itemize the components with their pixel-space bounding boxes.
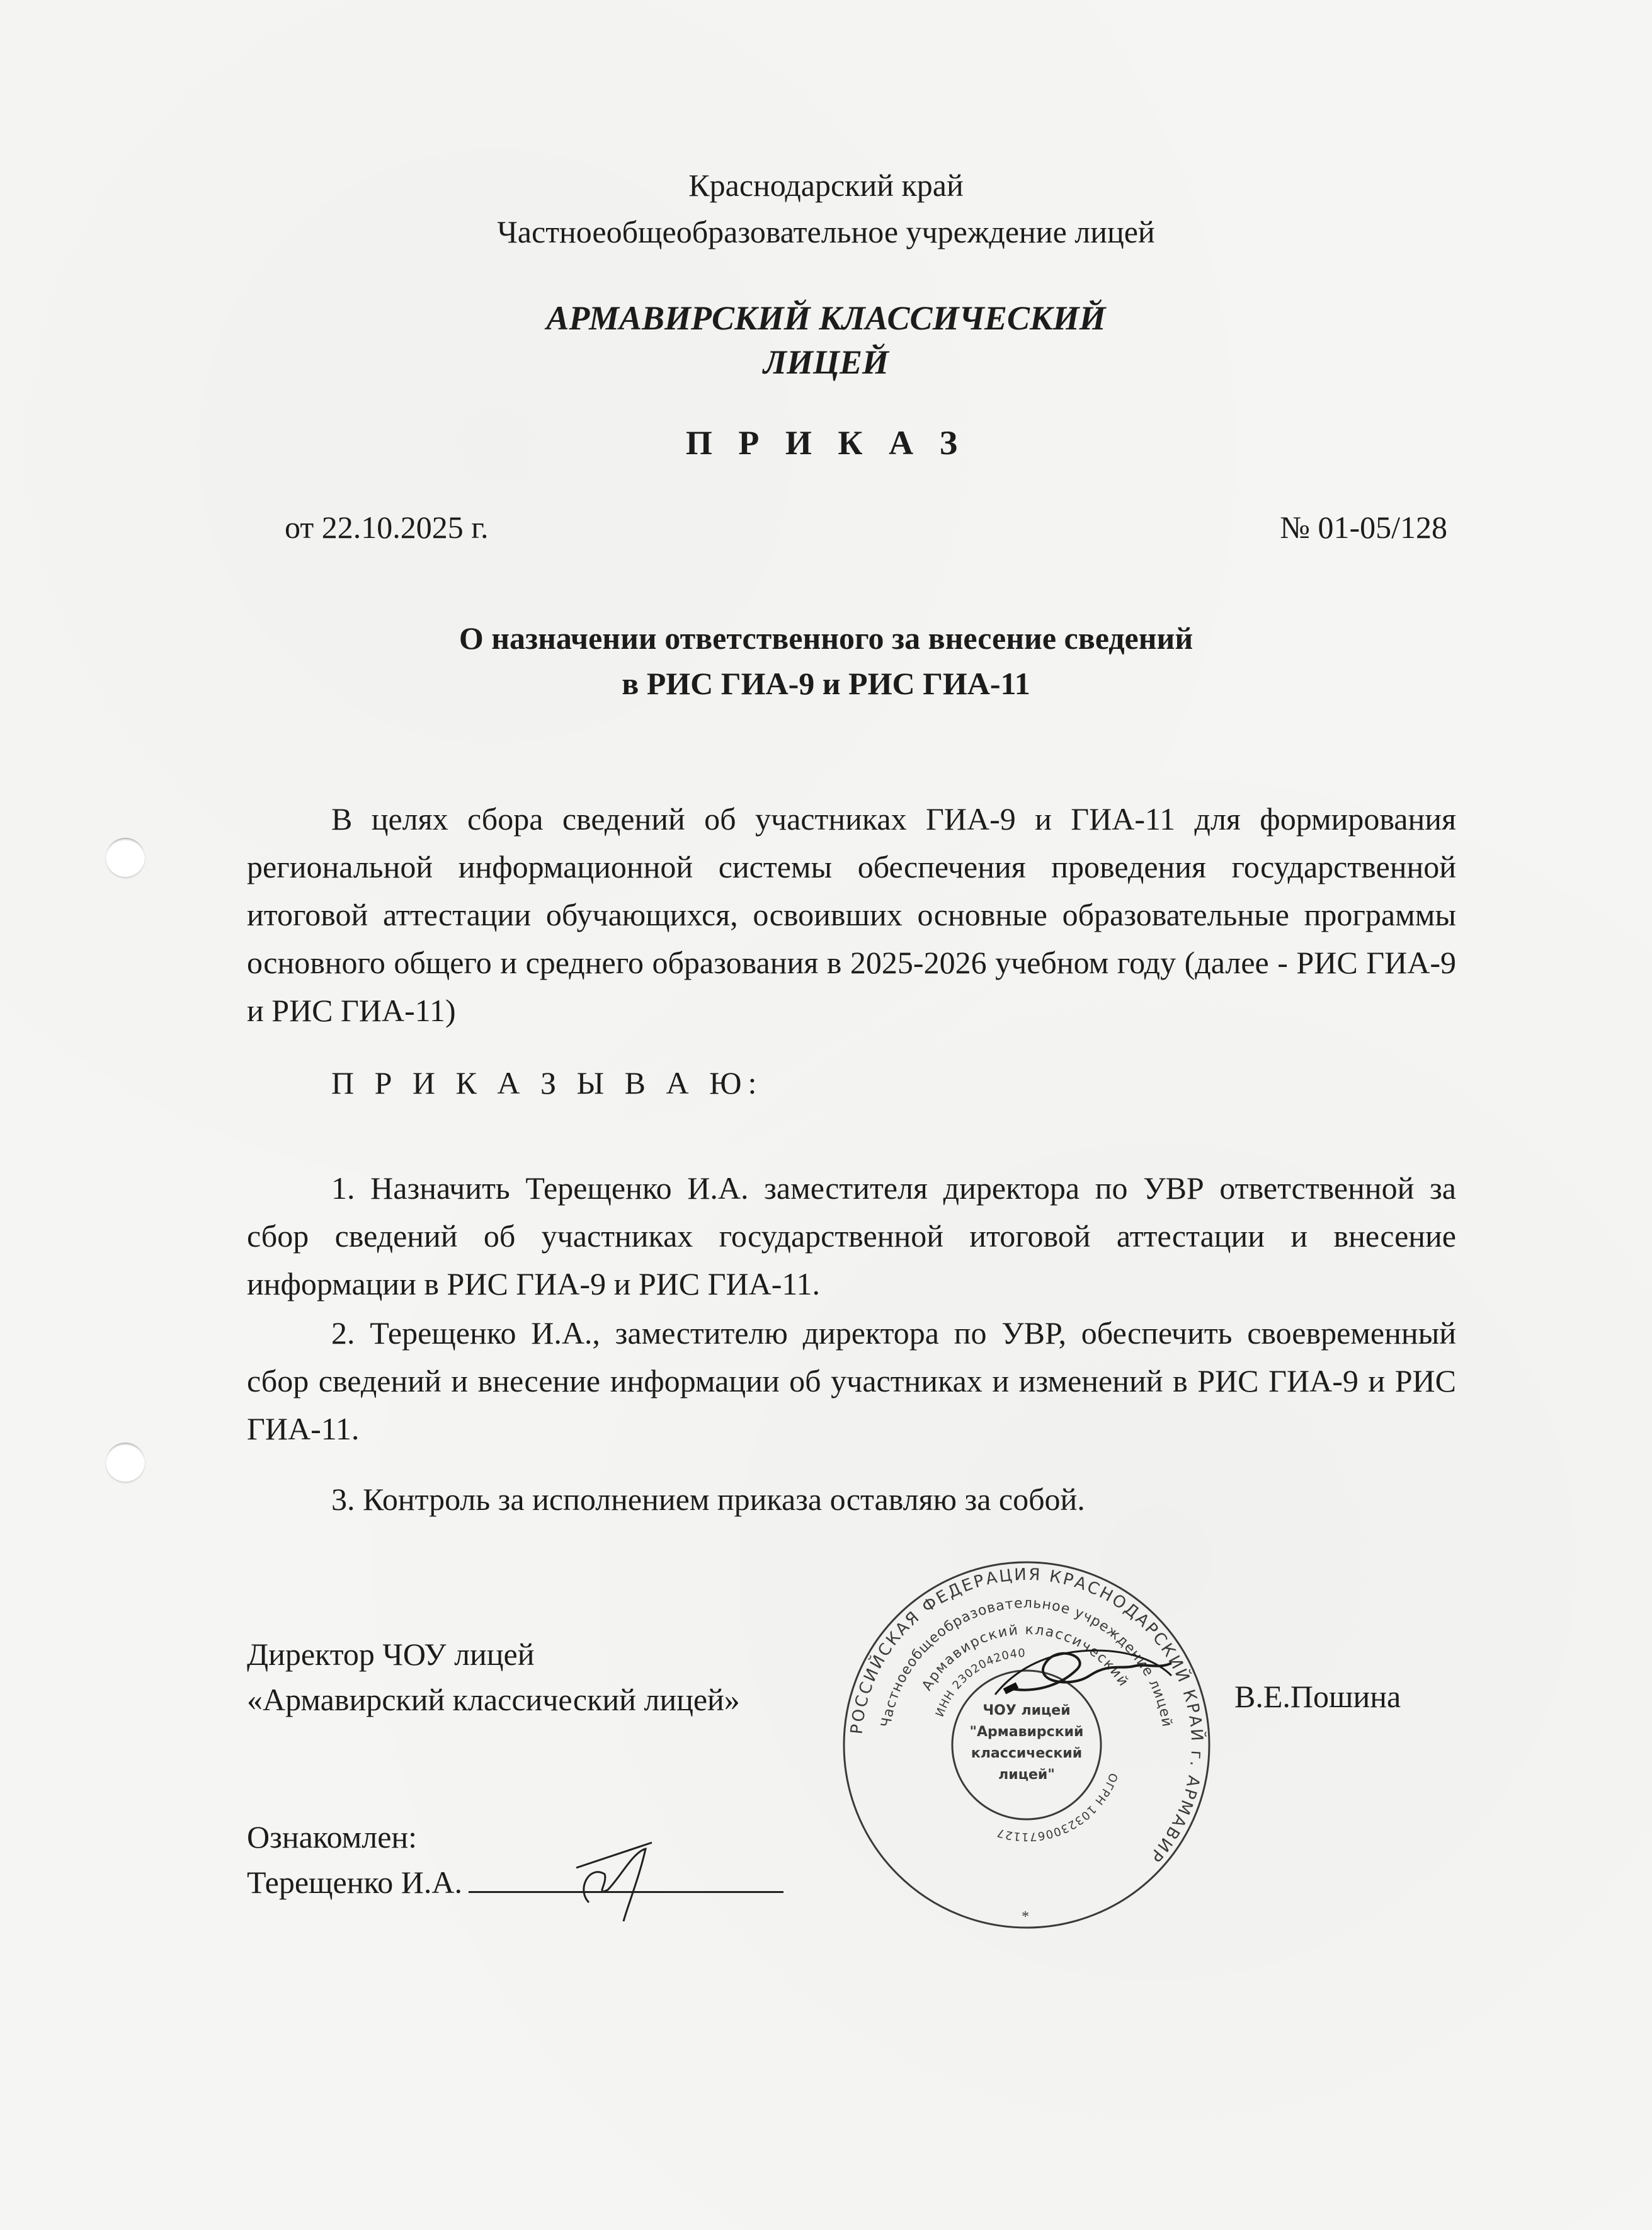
- punch-hole-bottom: [106, 1443, 145, 1482]
- director-position-line2: «Армавирский классический лицей»: [247, 1682, 740, 1717]
- document-type: П Р И К А З: [685, 424, 967, 462]
- stamp-star-icon: *: [1022, 1909, 1029, 1925]
- order-item-3: 3. Контроль за исполнением приказа оставляю за собой.: [331, 1482, 1085, 1517]
- director-position-line1: Директор ЧОУ лицей: [247, 1637, 535, 1672]
- order-title-line1: О назначении ответственного за внесение сведений: [459, 620, 1193, 656]
- orders-heading: П Р И К А З Ы В А Ю:: [331, 1065, 763, 1101]
- punch-hole-top: [106, 838, 145, 877]
- acknowledgement-row: [247, 1860, 783, 1905]
- stamp-inn-text: ИНН 2302042040: [933, 1646, 1027, 1719]
- school-name-line1: АРМАВИРСКИЙ КЛАССИЧЕСКИЙ: [546, 299, 1106, 337]
- stamp-outer-text: РОССИЙСКАЯ ФЕДЕРАЦИЯ КРАСНОДАРСКИЙ КРАЙ г. АРМАВИР: [847, 1565, 1207, 1867]
- acknowledgement-signature-icon: [570, 1839, 664, 1928]
- stamp-inner-text: Армавирский классический: [919, 1621, 1132, 1694]
- director-name: В.Е.Пошина: [1234, 1679, 1401, 1714]
- order-item-2: 2. Терещенко И.А., заместителю директора по УВР, обеспечить своевременный сбор сведений и внесение информации об участниках и изменений в РИС ГИА-9 и РИС ГИА-11.: [247, 1315, 1456, 1446]
- order-number: № 01-05/128: [1280, 510, 1447, 545]
- official-stamp: [838, 1556, 1216, 1934]
- order-date: от 22.10.2025 г.: [285, 510, 489, 545]
- school-name-line2: ЛИЦЕЙ: [763, 343, 889, 381]
- stamp-center-line3: классический: [971, 1746, 1083, 1761]
- stamp-center-line1: ЧОУ лицей: [983, 1703, 1071, 1718]
- stamp-center-line2: "Армавирский: [969, 1724, 1084, 1740]
- preamble-paragraph: В целях сбора сведений об участниках ГИА-9 и ГИА-11 для формирования региональной информационной системы обеспечения проведения государственной итоговой аттестации обучающихся, освоивших основные образовательные программы основного общего и среднего образования в 2025-2026 учебном году (далее - РИС ГИА-9 и РИС ГИА-11): [247, 801, 1456, 1028]
- acknowledged-person-name: Терещенко И.А.: [247, 1865, 462, 1900]
- stamp-center-line4: лицей": [998, 1767, 1055, 1783]
- stamp-ogrn-text: ОГРН 1032300671127: [994, 1771, 1120, 1844]
- institution-type: Частноеобщеобразовательное учреждение лицей: [497, 214, 1155, 249]
- order-item-1: 1. Назначить Терещенко И.А. заместителя директора по УВР ответственной за сбор сведений об участниках государственной итоговой аттестации и внесение информации в РИС ГИА-9 и РИС ГИА-11.: [247, 1170, 1456, 1301]
- acknowledgement-block: [247, 1814, 783, 1905]
- order-title-line2: в РИС ГИА-9 и РИС ГИА-11: [622, 666, 1030, 701]
- stamp-outer-circle: [844, 1562, 1209, 1928]
- director-signature-icon: [983, 1625, 1184, 1720]
- stamp-middle-text: Частноеобщеобразовательное учреждение лицей: [878, 1595, 1175, 1729]
- acknowledgement-label: Ознакомлен:: [247, 1819, 418, 1855]
- region-heading: Краснодарский край: [688, 168, 964, 203]
